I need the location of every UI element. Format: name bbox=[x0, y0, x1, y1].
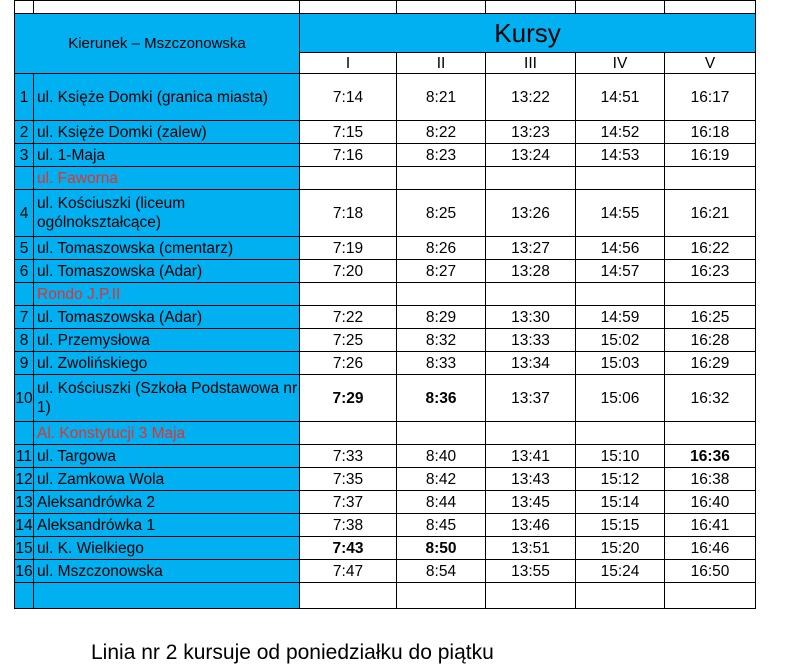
stop-number: 5 bbox=[15, 237, 34, 260]
stop-row bbox=[15, 260, 756, 283]
departure-time: 13:43 bbox=[486, 468, 576, 491]
departure-time: 7:38 bbox=[300, 514, 397, 537]
departure-time: 8:32 bbox=[397, 329, 486, 352]
departure-time bbox=[576, 283, 665, 306]
stop-name: ul. Księże Domki (granica miasta) bbox=[34, 74, 300, 121]
departure-time: 8:29 bbox=[397, 306, 486, 329]
stop-number bbox=[15, 167, 34, 190]
stop-name: ul. Zwolińskiego bbox=[34, 352, 300, 375]
departure-time: 16:21 bbox=[665, 190, 756, 237]
header-row bbox=[15, 14, 756, 53]
stop-row bbox=[15, 329, 756, 352]
departure-time: 7:15 bbox=[300, 121, 397, 144]
departure-time: 14:57 bbox=[576, 260, 665, 283]
departure-time: 13:28 bbox=[486, 260, 576, 283]
departure-time bbox=[300, 283, 397, 306]
departure-time: 8:42 bbox=[397, 468, 486, 491]
departure-time: 7:43 bbox=[300, 537, 397, 560]
empty-cell bbox=[300, 583, 397, 609]
stop-row bbox=[15, 352, 756, 375]
route-via-row bbox=[15, 167, 756, 190]
stop-number: 4 bbox=[15, 190, 34, 237]
departure-time: 13:23 bbox=[486, 121, 576, 144]
top-strip-cell bbox=[665, 1, 756, 14]
stop-row bbox=[15, 74, 756, 121]
departure-time: 8:45 bbox=[397, 514, 486, 537]
route-via-row bbox=[15, 283, 756, 306]
departure-time: 7:22 bbox=[300, 306, 397, 329]
stop-name: ul. Targowa bbox=[34, 445, 300, 468]
empty-cell bbox=[576, 583, 665, 609]
top-strip-cell bbox=[397, 1, 486, 14]
stop-number: 16 bbox=[15, 560, 34, 583]
stop-name: ul. Przemysłowa bbox=[34, 329, 300, 352]
courses-title: Kursy bbox=[300, 14, 756, 53]
via-street-name: Al. Konstytucji 3 Maja bbox=[34, 422, 300, 445]
departure-time: 16:25 bbox=[665, 306, 756, 329]
stop-row bbox=[15, 537, 756, 560]
departure-time: 7:47 bbox=[300, 560, 397, 583]
departure-time bbox=[665, 422, 756, 445]
course-label: I bbox=[300, 53, 397, 74]
stop-number: 2 bbox=[15, 121, 34, 144]
departure-time: 7:33 bbox=[300, 445, 397, 468]
departure-time: 15:15 bbox=[576, 514, 665, 537]
departure-time bbox=[300, 167, 397, 190]
footnote: Linia nr 2 kursuje od poniedziałku do piątku bbox=[91, 641, 494, 664]
departure-time bbox=[576, 167, 665, 190]
empty-cell bbox=[486, 583, 576, 609]
departure-time: 15:10 bbox=[576, 445, 665, 468]
stop-row bbox=[15, 491, 756, 514]
departure-time: 16:17 bbox=[665, 74, 756, 121]
stop-row bbox=[15, 445, 756, 468]
departure-time: 8:44 bbox=[397, 491, 486, 514]
stop-row bbox=[15, 144, 756, 167]
departure-time: 7:18 bbox=[300, 190, 397, 237]
departure-time bbox=[300, 422, 397, 445]
stop-name: ul. 1-Maja bbox=[34, 144, 300, 167]
top-strip-cell bbox=[34, 1, 300, 14]
stop-name: ul. K. Wielkiego bbox=[34, 537, 300, 560]
departure-time: 13:46 bbox=[486, 514, 576, 537]
departure-time: 16:38 bbox=[665, 468, 756, 491]
top-strip-cell bbox=[15, 1, 34, 14]
departure-time: 7:35 bbox=[300, 468, 397, 491]
top-strip-row bbox=[15, 1, 756, 14]
top-strip-cell bbox=[576, 1, 665, 14]
departure-time: 13:34 bbox=[486, 352, 576, 375]
stop-number: 10 bbox=[15, 375, 34, 422]
stop-number: 14 bbox=[15, 514, 34, 537]
empty-cell bbox=[665, 583, 756, 609]
departure-time: 16:40 bbox=[665, 491, 756, 514]
departure-time: 14:56 bbox=[576, 237, 665, 260]
departure-time: 8:23 bbox=[397, 144, 486, 167]
departure-time: 14:52 bbox=[576, 121, 665, 144]
stop-name: ul. Kościuszki (liceum ogólnokształcące) bbox=[34, 190, 300, 237]
departure-time: 16:32 bbox=[665, 375, 756, 422]
stop-number: 8 bbox=[15, 329, 34, 352]
departure-time bbox=[486, 167, 576, 190]
top-strip-cell bbox=[486, 1, 576, 14]
stop-number: 3 bbox=[15, 144, 34, 167]
via-street-name: Rondo J.P.II bbox=[34, 283, 300, 306]
departure-time: 16:19 bbox=[665, 144, 756, 167]
stop-row bbox=[15, 514, 756, 537]
route-via-row bbox=[15, 422, 756, 445]
timetable bbox=[14, 0, 756, 609]
departure-time: 14:51 bbox=[576, 74, 665, 121]
departure-time bbox=[576, 422, 665, 445]
departure-time: 13:41 bbox=[486, 445, 576, 468]
departure-time: 13:45 bbox=[486, 491, 576, 514]
stop-name: Aleksandrówka 2 bbox=[34, 491, 300, 514]
course-label: II bbox=[397, 53, 486, 74]
departure-time: 7:26 bbox=[300, 352, 397, 375]
departure-time: 13:51 bbox=[486, 537, 576, 560]
departure-time: 8:21 bbox=[397, 74, 486, 121]
departure-time: 13:27 bbox=[486, 237, 576, 260]
departure-time bbox=[397, 283, 486, 306]
departure-time: 7:25 bbox=[300, 329, 397, 352]
stop-name: ul. Tomaszowska (Adar) bbox=[34, 306, 300, 329]
stop-row bbox=[15, 121, 756, 144]
departure-time: 8:50 bbox=[397, 537, 486, 560]
departure-time: 7:20 bbox=[300, 260, 397, 283]
departure-time bbox=[486, 422, 576, 445]
departure-time: 13:55 bbox=[486, 560, 576, 583]
departure-time: 8:22 bbox=[397, 121, 486, 144]
course-label: III bbox=[486, 53, 576, 74]
departure-time: 16:23 bbox=[665, 260, 756, 283]
empty-cell bbox=[34, 583, 300, 609]
departure-time: 15:12 bbox=[576, 468, 665, 491]
stop-row bbox=[15, 190, 756, 237]
stop-name: ul. Tomaszowska (Adar) bbox=[34, 260, 300, 283]
departure-time bbox=[665, 283, 756, 306]
departure-time: 8:33 bbox=[397, 352, 486, 375]
departure-time: 8:26 bbox=[397, 237, 486, 260]
departure-time: 15:02 bbox=[576, 329, 665, 352]
top-strip-cell bbox=[300, 1, 397, 14]
departure-time: 16:29 bbox=[665, 352, 756, 375]
departure-time: 16:18 bbox=[665, 121, 756, 144]
stop-number: 1 bbox=[15, 74, 34, 121]
departure-time: 13:22 bbox=[486, 74, 576, 121]
stop-name: ul. Zamkowa Wola bbox=[34, 468, 300, 491]
departure-time: 8:27 bbox=[397, 260, 486, 283]
stop-number: 7 bbox=[15, 306, 34, 329]
departure-time: 7:37 bbox=[300, 491, 397, 514]
empty-bottom-row bbox=[15, 583, 756, 609]
stop-number: 15 bbox=[15, 537, 34, 560]
departure-time: 14:55 bbox=[576, 190, 665, 237]
stop-row bbox=[15, 306, 756, 329]
departure-time: 16:41 bbox=[665, 514, 756, 537]
departure-time: 16:36 bbox=[665, 445, 756, 468]
stop-row bbox=[15, 468, 756, 491]
departure-time: 7:14 bbox=[300, 74, 397, 121]
direction-header: Kierunek – Mszczonowska bbox=[15, 14, 300, 74]
departure-time bbox=[665, 167, 756, 190]
departure-time: 8:54 bbox=[397, 560, 486, 583]
course-label: IV bbox=[576, 53, 665, 74]
departure-time: 15:14 bbox=[576, 491, 665, 514]
stop-name: ul. Księże Domki (zalew) bbox=[34, 121, 300, 144]
departure-time: 16:46 bbox=[665, 537, 756, 560]
stop-row bbox=[15, 375, 756, 422]
stop-row bbox=[15, 237, 756, 260]
stop-number: 9 bbox=[15, 352, 34, 375]
stop-name: Aleksandrówka 1 bbox=[34, 514, 300, 537]
departure-time: 13:33 bbox=[486, 329, 576, 352]
departure-time: 7:19 bbox=[300, 237, 397, 260]
departure-time: 7:29 bbox=[300, 375, 397, 422]
departure-time: 15:24 bbox=[576, 560, 665, 583]
empty-cell bbox=[15, 583, 34, 609]
departure-time: 16:28 bbox=[665, 329, 756, 352]
stop-number: 13 bbox=[15, 491, 34, 514]
departure-time: 7:16 bbox=[300, 144, 397, 167]
stop-row bbox=[15, 560, 756, 583]
departure-time: 15:06 bbox=[576, 375, 665, 422]
departure-time: 8:40 bbox=[397, 445, 486, 468]
via-street-name: ul. Faworna bbox=[34, 167, 300, 190]
stop-number: 12 bbox=[15, 468, 34, 491]
departure-time: 14:59 bbox=[576, 306, 665, 329]
departure-time: 8:36 bbox=[397, 375, 486, 422]
stop-name: ul. Kościuszki (Szkoła Podstawowa nr 1) bbox=[34, 375, 300, 422]
stop-name: ul. Tomaszowska (cmentarz) bbox=[34, 237, 300, 260]
departure-time: 15:03 bbox=[576, 352, 665, 375]
stop-number bbox=[15, 422, 34, 445]
departure-time: 16:50 bbox=[665, 560, 756, 583]
stop-number: 11 bbox=[15, 445, 34, 468]
stop-number: 6 bbox=[15, 260, 34, 283]
departure-time: 16:22 bbox=[665, 237, 756, 260]
departure-time: 13:30 bbox=[486, 306, 576, 329]
empty-cell bbox=[397, 583, 486, 609]
stop-number bbox=[15, 283, 34, 306]
departure-time: 14:53 bbox=[576, 144, 665, 167]
departure-time: 15:20 bbox=[576, 537, 665, 560]
stop-name: ul. Mszczonowska bbox=[34, 560, 300, 583]
departure-time: 13:24 bbox=[486, 144, 576, 167]
course-label: V bbox=[665, 53, 756, 74]
departure-time bbox=[397, 422, 486, 445]
departure-time: 8:25 bbox=[397, 190, 486, 237]
departure-time: 13:26 bbox=[486, 190, 576, 237]
departure-time bbox=[397, 167, 486, 190]
departure-time bbox=[486, 283, 576, 306]
departure-time: 13:37 bbox=[486, 375, 576, 422]
